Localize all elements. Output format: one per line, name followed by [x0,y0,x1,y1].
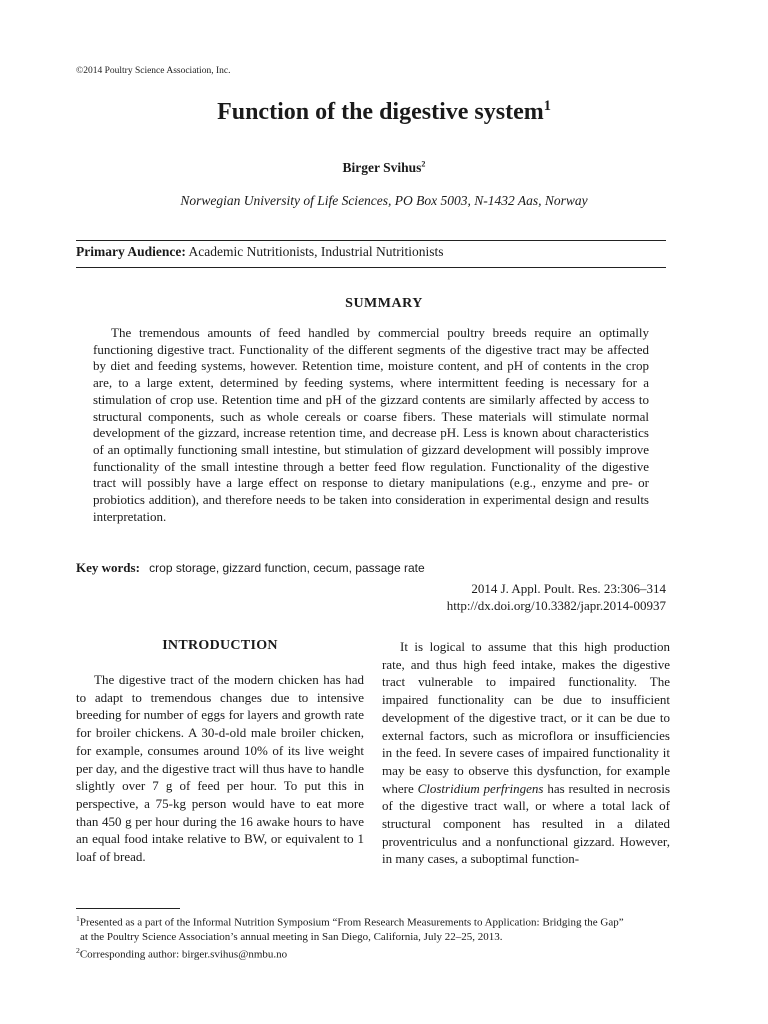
footnote-2-text: Corresponding author: birger.svihus@nmbu.no [79,948,288,961]
intro-paragraph-right [382,638,670,868]
keywords-label: Key words: [76,560,140,575]
footnote-1 [76,912,676,930]
audience-label: Primary Audience: [76,244,186,259]
keywords [76,560,425,576]
summary-text: The tremendous amounts of feed handled by commercial poultry breeds require an optimally functioning digestive tract. Functionality of the different segments of the digestive tract may be affected by diet and feeding systems, however. Retention time, moisture content, and pH of contents in the crop are, to a large extent, determined by feeding systems, where intermittent feeding is necessary for a stimulation of crop use. Retention time and pH of the gizzard contents are similarly affected by access to structural components, such as whole cereals or coarse fibers. These materials will stimulate normal development of the gizzard, increase retention time, and decrease pH. Less is known about characteristics of an optimally functioning small intestine, but stimulation of gizzard development will possibly improve functionality of the small intestine through a better feed flow regulation. Functionality of the digestive tract will possibly have a large effect on response to dietary manipulations (e.g., enzyme and pre- or probiotics addition), and therefore needs to be taken into consideration in experimental design and results interpretation. [93,325,649,524]
citation-block [447,580,666,614]
author-name [0,160,768,176]
intro-paragraph-left: The digestive tract of the modern chicken has had to adapt to tremendous changes due to intensive breeding for number of eggs for layers and growth rate for broiler chickens. A 30-d-old male broiler chicken, for example, consumes around 10% of its live weight per day, and the digestive tract will thus have to handle slightly over 7 g of feed per hour. To put this in perspective, a 75-kg person would have to eat more than 450 g per hour during the 16 awake hours to have an equal food intake relative to BW, or equivalent to 1 loaf of bread. [76,672,364,865]
keywords-value: crop storage, gizzard function, cecum, passage rate [149,561,425,575]
copyright-notice: ©2014 Poultry Science Association, Inc. [76,66,231,76]
footnote-1-mark: 1 [76,914,80,923]
footnote-1-line1: Presented as a part of the Informal Nutrition Symposium “From Research Measurements to Application: Bridging the Gap” [79,916,624,929]
author-name-text: Birger Svihus [342,160,422,175]
audience-bottom-rule [76,267,666,268]
footnotes [76,912,676,961]
doi-link[interactable]: http://dx.doi.org/10.3382/japr.2014-00937 [446,598,666,613]
summary-heading: SUMMARY [345,296,423,311]
footnote-1-line2: at the Poultry Science Association’s annual meeting in San Diego, California, July 22–25, 2013. [80,930,503,943]
right-column [382,638,670,868]
article-title-text: Function of the digestive system [217,99,544,125]
species-name: Clostridium perfringens [417,780,544,796]
intro-right-text-a: It is logical to assume that this high production rate, and thus high feed intake, makes the digestive tract vulnerable to impaired functionality. The impaired functionality can be due to insufficient development of the digestive tract, or it can be due to external factors, such as microflora or insufficiencies in the feed. In severe cases of impaired functionality it may be easy to observe this dysfunction, for example where [382,639,670,796]
author-footnote-mark[interactable]: 2 [421,159,426,169]
author-affiliation: Norwegian University of Life Sciences, PO Box 5003, N-1432 Aas, Norway [180,193,588,208]
journal-citation: 2014 J. Appl. Poult. Res. 23:306–314 [471,581,666,596]
title-footnote-mark[interactable]: 1 [543,98,551,114]
footnote-2-mark: 2 [76,945,80,955]
audience-value: Academic Nutritionists, Industrial Nutritionists [188,244,444,259]
primary-audience [76,244,443,260]
intro-right-text-b: has resulted in necrosis of the digestive tract wall, or where a total lack of structural component has resulted in a dilated proventriculus and a nonfunctional gizzard. However, in many cases, a suboptimal function- [382,780,670,867]
article-title [0,96,768,128]
footnote-2 [76,944,676,962]
introduction-heading: INTRODUCTION [162,638,278,653]
audience-top-rule [76,240,666,241]
footnote-rule [76,908,180,909]
left-column [76,671,364,866]
